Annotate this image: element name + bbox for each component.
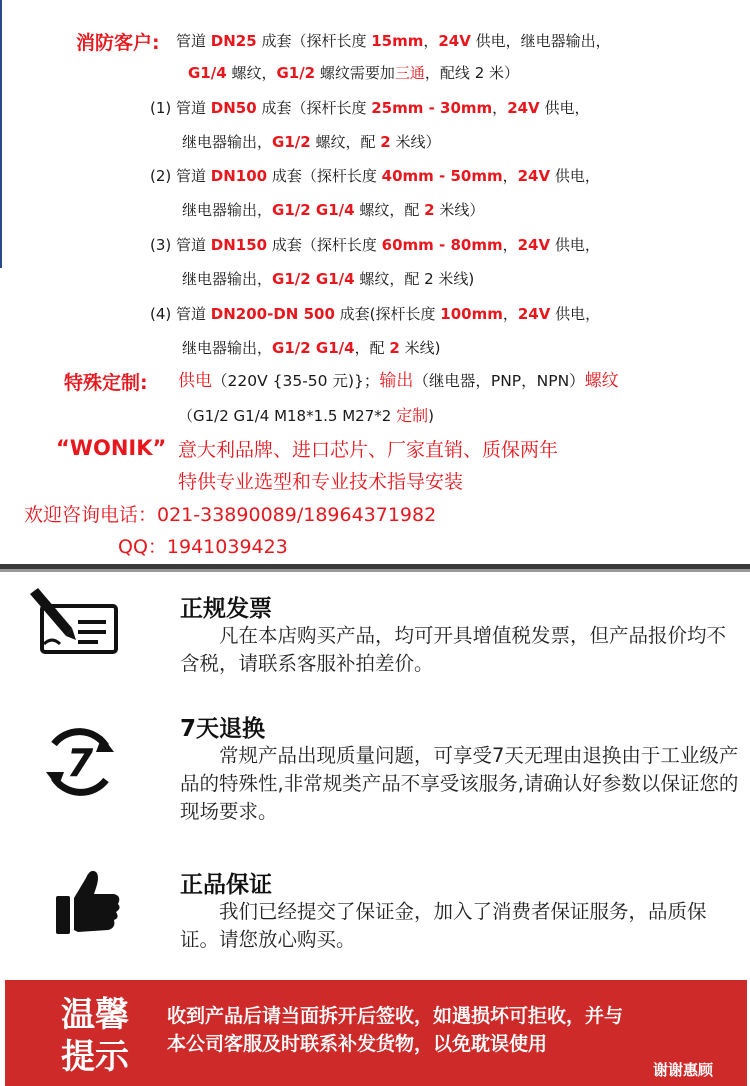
item-3-line-1: (3) 管道 DN150 成套（探杆长度 60mm - 80mm，24V 供电， — [150, 236, 600, 254]
warm-reminder-message: 收到产品后请当面拆开后签收，如遇损坏可拒收，并与 本公司客服及时联系补发货物，以免耽误使用 — [167, 1005, 624, 1055]
item-4-line-1: (4) 管道 DN200-DN 500 成套(探杆长度 100mm，24V 供电， — [150, 305, 601, 323]
seven-day-return-icon — [40, 722, 120, 806]
invoice-body: 凡在本店购买产品，均可开具增值税发票，但产品报价均不含税，请联系客服补拍差价。 — [180, 624, 727, 675]
warm-reminder-footer — [5, 980, 747, 1086]
return-title: 7天退换 — [180, 716, 266, 742]
genuine-body: 我们已经提交了保证金，加入了消费者保证服务，品质保证。请您放心购买。 — [180, 900, 707, 951]
custom-line-2: （G1/2 G1/4 M18*1.5 M27*2 定制) — [178, 406, 434, 425]
item-1-line-2: 继电器输出，G1/2 螺纹，配 2 米线） — [182, 133, 441, 151]
invoice-icon — [26, 588, 122, 662]
custom-line-1: 供电（220V {35-50 元)}；输出（继电器，PNP，NPN）螺纹 — [178, 371, 619, 391]
warm-reminder-title: 温馨 提示 — [61, 995, 129, 1077]
item-1-line-1: (1) 管道 DN50 成套（探杆长度 25mm - 30mm，24V 供电， — [150, 99, 590, 117]
invoice-title: 正规发票 — [180, 596, 272, 622]
return-body: 常规产品出现质量问题，可享受7天无理由退换由于工业级产品的特殊性,非常规类产品不享受该服务,请确认好参数以保证您的现场要求。 — [180, 744, 739, 823]
genuine-title: 正品保证 — [180, 872, 272, 898]
left-edge-bar — [0, 0, 2, 268]
thumbs-up-icon — [52, 864, 124, 942]
phone-line: 欢迎咨询电话：021-33890089/18964371982 — [24, 504, 437, 526]
fire-label: 消防客户: — [76, 32, 160, 54]
item-4-line-2: 继电器输出，G1/2 G1/4，配 2 米线) — [182, 339, 441, 357]
brand-label: “WONIK” — [56, 436, 167, 460]
item-2-line-1: (2) 管道 DN100 成套（探杆长度 40mm - 50mm，24V 供电， — [150, 167, 600, 185]
custom-label: 特殊定制: — [64, 372, 148, 394]
section-divider-shadow — [0, 569, 750, 572]
item-2-line-2: 继电器输出，G1/2 G1/4 螺纹，配 2 米线） — [182, 201, 485, 219]
svg-text:7: 7 — [66, 741, 94, 785]
fire-line-1: 管道 DN25 成套（探杆长度 15mm，24V 供电，继电器输出， — [176, 32, 611, 50]
item-3-line-2: 继电器输出，G1/2 G1/4 螺纹，配 2 米线) — [182, 270, 475, 288]
brand-line-2: 特供专业选型和专业技术指导安装 — [178, 471, 464, 493]
thanks-text: 谢谢惠顾 — [652, 1061, 713, 1079]
qq-line: QQ：1941039423 — [118, 536, 288, 558]
brand-line-1: 意大利品牌、进口芯片、厂家直销、质保两年 — [178, 439, 559, 461]
fire-line-2: G1/4 螺纹，G1/2 螺纹需要加三通，配线 2 米） — [188, 64, 520, 82]
